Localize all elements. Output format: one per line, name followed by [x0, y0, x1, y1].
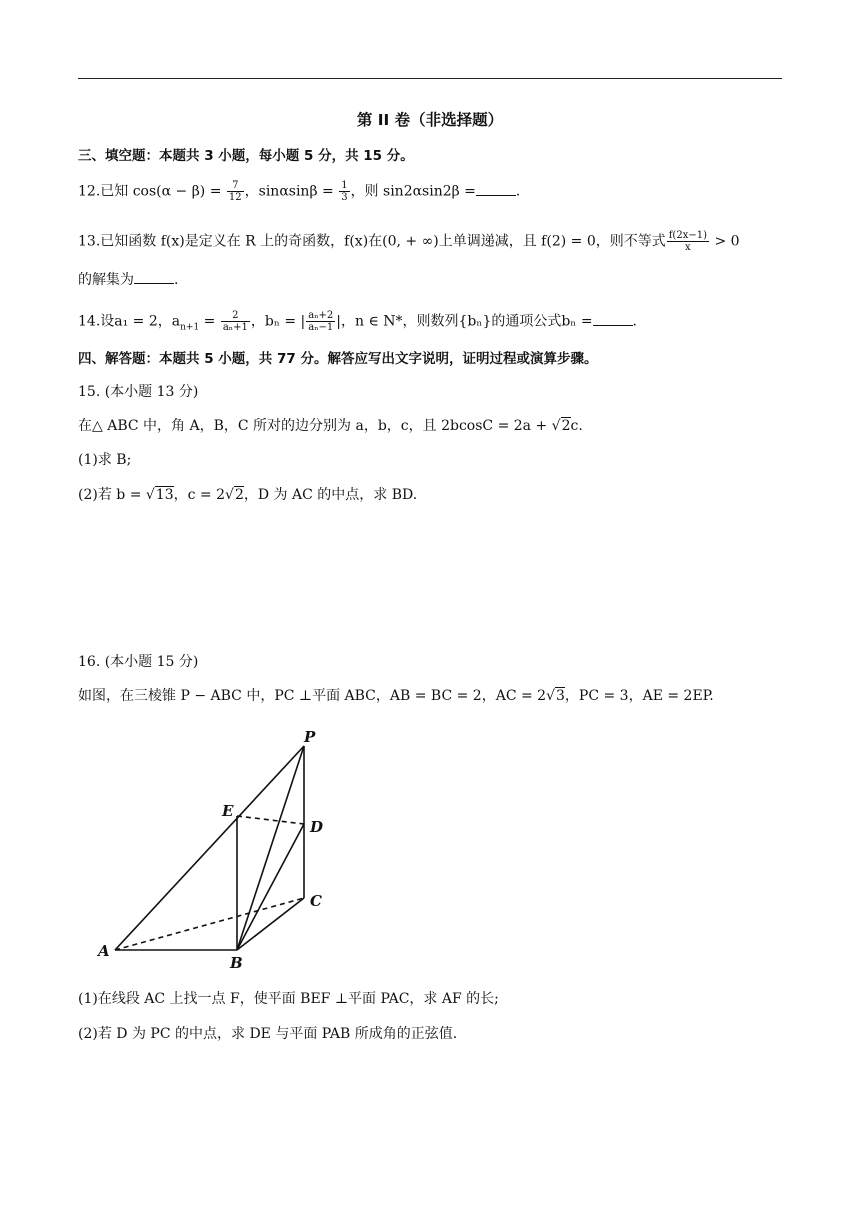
q12-suffix: ，则 sin2αsin2β = — [350, 183, 476, 200]
question-12: 12.已知 cos(α − β) = $\frac{7}{12}$ ，sinαsinβ = $\frac{1}{3}$ ，则 sin2αsin2β = . — [78, 180, 521, 203]
q16-part2: (2)若 D 为 PC 的中点，求 DE 与平面 PAB 所成角的正弦值. — [78, 1026, 458, 1042]
q14-number: 14. — [78, 313, 101, 330]
part3-heading: 三、填空题：本题共 3 小题，每小题 5 分，共 15 分。 — [78, 148, 414, 164]
header-rule — [78, 78, 782, 79]
q13-text: 已知函数 f(x)是定义在 R 上的奇函数，f(x)在(0, + ∞)上单调递减，且 f(2) = 0，则不等式 — [100, 233, 666, 250]
q14-mid: ，bₙ = | — [250, 313, 306, 330]
q14-prefix: 设a₁ = 2，a — [100, 313, 181, 330]
question-14: 14.设a₁ = 2，$a_{n+1}$ = $\frac{2}{\text{aₙ+1}}$ ，bₙ = | $\frac{\text{aₙ+2}}{\text{aₙ−1}}$ |，n ∈ N*，则数列{bₙ}的通项公式bₙ = . — [78, 310, 637, 333]
q13-inequality: > 0 — [714, 233, 740, 250]
section-title: 第 II 卷（非选择题） — [356, 111, 504, 129]
question-13 — [78, 230, 740, 253]
q12-fraction-1: $\frac{7}{12}$ — [228, 180, 242, 203]
label-E: E — [222, 802, 234, 820]
q13-fraction: $\frac{f(2x-1)}{x}$ — [668, 230, 707, 253]
edge-ED — [237, 816, 304, 824]
edge-AC — [115, 898, 304, 950]
q14-answer-blank — [593, 313, 633, 326]
question-13-line2: 的解集为 . — [78, 272, 179, 288]
q16-header: 16. (本小题 15 分) — [78, 654, 199, 670]
pyramid-figure — [90, 720, 340, 975]
q12-mid: ，sinαsinβ = — [244, 183, 334, 200]
part4-heading: 四、解答题：本题共 5 小题，共 77 分。解答应写出文字说明，证明过程或演算步骤。 — [78, 351, 598, 367]
q15-part1: (1)求 B; — [78, 452, 132, 468]
q14-fraction-1: $\frac{2}{\text{aₙ+1}}$ — [222, 310, 248, 333]
q15-part2: (2)若 b = √13，c = 2√2，D 为 AC 的中点，求 BD. — [78, 487, 418, 503]
edge-PB — [237, 746, 304, 950]
q16-stem: 如图，在三棱锥 P − ABC 中，PC ⊥平面 ABC，AB = BC = 2，AC = 2√3，PC = 3，AE = 2EP. — [78, 688, 714, 704]
label-D: D — [310, 818, 324, 836]
edge-DB — [237, 824, 304, 950]
q14-fraction-2: $\frac{\text{aₙ+2}}{\text{aₙ−1}}$ — [308, 310, 334, 333]
q12-number: 12. — [78, 183, 101, 200]
q16-part1: (1)在线段 AC 上找一点 F，使平面 BEF ⊥平面 PAC，求 AF 的长; — [78, 991, 499, 1007]
label-B: B — [230, 954, 243, 972]
q13-answer-blank — [134, 271, 174, 284]
q12-prefix: 已知 cos(α − β) = — [100, 183, 222, 200]
label-A: A — [98, 942, 110, 960]
q15-header: 15. (本小题 13 分) — [78, 384, 199, 400]
label-P: P — [304, 728, 316, 746]
q13-number: 13. — [78, 233, 101, 250]
q14-suffix: |，n ∈ N*，则数列{bₙ}的通项公式bₙ = — [336, 313, 593, 330]
q15-stem: 在△ ABC 中，角 A，B，C 所对的边分别为 a，b，c，且 2bcosC = 2a + √2c. — [78, 418, 583, 434]
edge-BC — [237, 898, 304, 950]
q12-fraction-2: $\frac{1}{3}$ — [341, 180, 348, 203]
label-C: C — [310, 892, 322, 910]
q12-answer-blank — [476, 183, 516, 196]
